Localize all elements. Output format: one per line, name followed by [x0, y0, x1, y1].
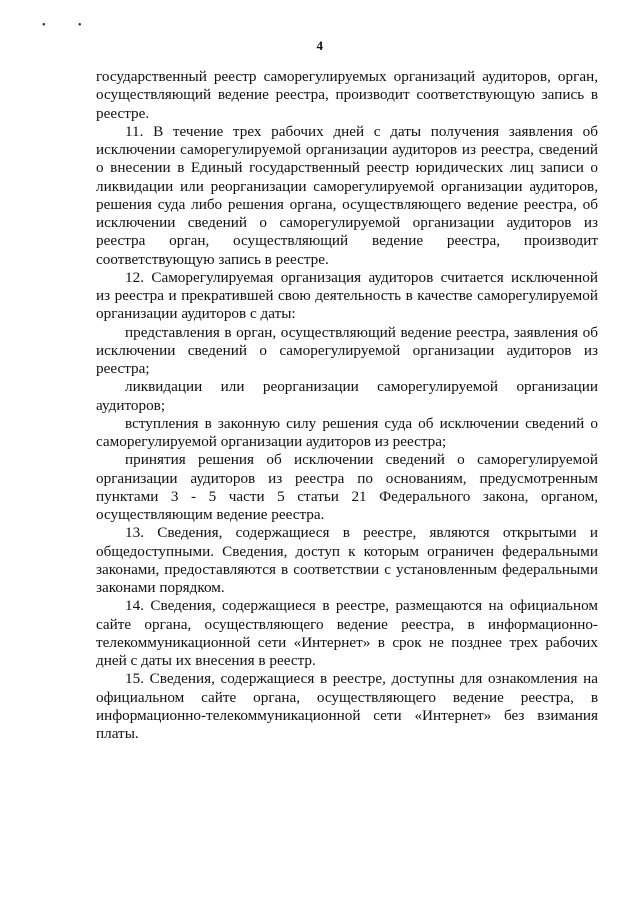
paragraph: ликвидации или реорганизации саморегулируемой организации аудиторов; [96, 378, 598, 414]
paragraph: 13. Сведения, содержащиеся в реестре, являются открытыми и общедоступными. Сведения, доступ к которым ограничен федеральными законами, предоставляются в соответствии с установленным федеральными законами порядком. [96, 524, 598, 596]
paragraph: 11. В течение трех рабочих дней с даты получения заявления об исключении саморегулируемой организации аудиторов из реестра, сведений о внесении в Единый государственный реестр юридических лиц записи о ликвидации или реорганизации саморегулируемой организации аудиторов, решения суда либо решения органа, осуществляющего ведение реестра, об исключении сведений о саморегулируемой организации аудиторов из реестра орган, осуществляющий ведение реестра, производит соответствующую запись в реестре. [96, 122, 598, 268]
paragraph: представления в орган, осуществляющий ведение реестра, заявления об исключении сведений о саморегулируемой организации аудиторов из реестра; [96, 323, 598, 377]
paragraph: принятия решения об исключении сведений о саморегулируемой организации аудиторов из реестра по основаниям, предусмотренным пунктами 3 - 5 части 5 статьи 21 Федерального закона, органом, осуществляющим ведение реестра. [96, 451, 598, 523]
paragraph: вступления в законную силу решения суда об исключении сведений о саморегулируемой организации аудиторов из реестра; [96, 414, 598, 450]
paragraph: государственный реестр саморегулируемых организаций аудиторов, орган, осуществляющий ведение реестра, производит соответствующую запись в реестре. [96, 68, 598, 122]
page-number: 4 [316, 38, 324, 53]
document-body [96, 68, 598, 743]
paragraph: 12. Саморегулируемая организация аудиторов считается исключенной из реестра и прекратившей свою деятельность в качестве саморегулируемой организации аудиторов с даты: [96, 268, 598, 323]
paragraph: 15. Сведения, содержащиеся в реестре, доступны для ознакомления на официальном сайте органа, осуществляющего ведение реестра, в информационно-телекоммуникационной сети «Интернет» без взимания платы. [96, 670, 598, 742]
scan-mark: • [42, 20, 46, 31]
scan-marks [42, 20, 112, 31]
scan-mark: • [78, 20, 82, 31]
paragraph: 14. Сведения, содержащиеся в реестре, размещаются на официальном сайте органа, осуществляющего ведение реестра, в информационно-телекоммуникационной сети «Интернет» в срок не позднее трех рабочих дней с даты их внесения в реестр. [96, 597, 598, 669]
